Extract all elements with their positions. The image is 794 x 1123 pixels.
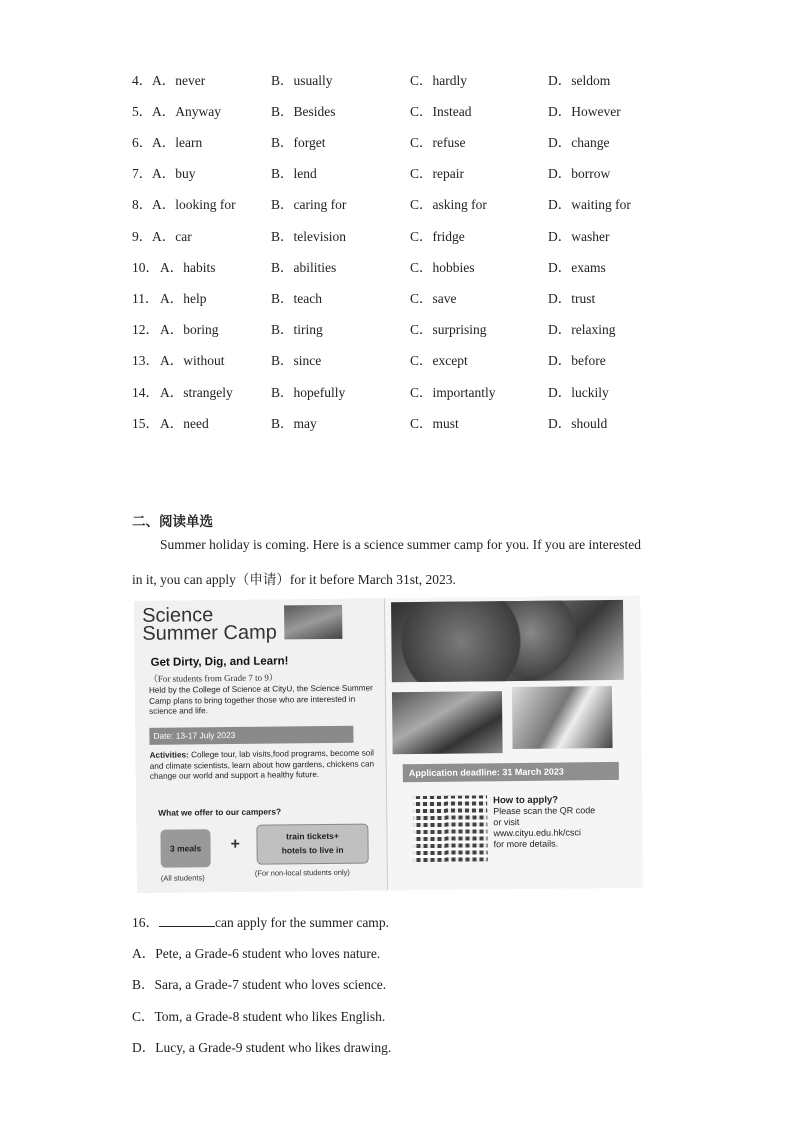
option-b: B．tiring	[271, 322, 323, 337]
option-d: D．luckily	[548, 385, 609, 400]
poster-description: Held by the College of Science at CityU, the Science Summer Camp plans to bring together those who are interested in science and life.	[148, 683, 373, 716]
option-c: C．Instead	[410, 104, 472, 119]
all-students-note: (All students)	[160, 873, 205, 883]
option-c: C．hobbies	[410, 260, 475, 275]
option-a: A．help	[160, 291, 207, 306]
option-c: C．asking for	[410, 197, 487, 212]
option-a: A．strangely	[160, 385, 233, 400]
option-c: C．importantly	[410, 385, 496, 400]
option-number: 7．	[132, 166, 153, 181]
option-a: A．need	[160, 416, 209, 431]
lab-photo	[512, 686, 613, 749]
tickets-box	[256, 824, 368, 865]
deadline-banner: Application deadline: 31 March 2023	[403, 762, 619, 782]
option-b: B．usually	[271, 73, 333, 88]
option-b: B．hopefully	[271, 385, 346, 400]
option-number: 4．	[132, 73, 153, 88]
option-a: A．looking for	[152, 197, 236, 212]
option-a: A．boring	[160, 322, 219, 337]
option-c: C．fridge	[410, 229, 465, 244]
section-title: 二、阅读单选	[132, 514, 213, 530]
poster-right-panel	[384, 596, 643, 891]
option-number: 12．	[132, 322, 159, 337]
option-number: 5．	[132, 104, 153, 119]
how-to-apply	[493, 794, 634, 850]
option-d: D．waiting for	[548, 197, 631, 212]
howto-line4: for more details.	[493, 838, 559, 850]
tickets-line2: hotels to live in	[281, 844, 344, 856]
plus-sign: +	[230, 835, 240, 854]
option-b: B．caring for	[271, 197, 347, 212]
option-c: C．surprising	[410, 322, 487, 337]
option-a: A．without	[160, 353, 225, 368]
qr-code-icon	[413, 795, 488, 862]
option-d: D．should	[548, 416, 608, 431]
option-d: D．seldom	[548, 73, 611, 88]
non-local-note: (For non-local students only)	[254, 867, 350, 878]
option-d: D．borrow	[548, 166, 611, 181]
option-number: 9．	[132, 229, 153, 244]
option-d: D．trust	[548, 291, 596, 306]
question-16-stem	[132, 911, 389, 931]
option-c: C．save	[410, 291, 457, 306]
meals-box: 3 meals	[160, 829, 210, 868]
answer-blank	[159, 913, 215, 927]
howto-line1: Please scan the QR code	[493, 805, 596, 817]
campers-photo	[391, 600, 624, 682]
tickets-line1: train tickets+	[286, 830, 339, 842]
poster-tagline: Get Dirty, Dig, and Learn!	[150, 655, 289, 669]
option-c: C．except	[410, 353, 468, 368]
poster-date: Date: 13-17 July 2023	[149, 726, 353, 745]
poster-activities	[150, 748, 380, 782]
howto-heading: How to apply?	[493, 794, 559, 807]
option-b: B．Besides	[271, 104, 336, 119]
option-number: 10．	[132, 260, 159, 275]
question-option-b: B．Sara, a Grade-7 student who loves science.	[132, 977, 387, 992]
poster-grade: （For students from Grade 7 to 9）	[148, 672, 278, 684]
option-a: A．learn	[152, 135, 203, 150]
option-b: B．may	[271, 416, 317, 431]
question-option-a: A．Pete, a Grade-6 student who loves nature.	[132, 946, 381, 961]
option-number: 8．	[132, 197, 153, 212]
option-c: C．refuse	[410, 135, 466, 150]
option-d: D．before	[548, 353, 606, 368]
option-number: 15．	[132, 416, 159, 431]
option-b: B．since	[271, 353, 322, 368]
poster-title-line1: Science	[142, 604, 214, 627]
poster-offer-heading: What we offer to our campers?	[158, 806, 282, 818]
option-number: 14．	[132, 385, 159, 400]
option-a: A．never	[152, 73, 206, 88]
option-c: C．hardly	[410, 73, 467, 88]
option-b: B．forget	[271, 135, 326, 150]
option-a: A．buy	[152, 166, 196, 181]
option-number: 6．	[132, 135, 153, 150]
question-option-c: C．Tom, a Grade-8 student who likes English.	[132, 1009, 386, 1024]
option-number: 11．	[132, 291, 159, 306]
poster-title	[142, 605, 342, 643]
howto-url: www.cityu.edu.hk/csci	[493, 827, 582, 839]
option-a: A．Anyway	[152, 104, 221, 119]
question-option-d: D．Lucy, a Grade-9 student who likes drawing.	[132, 1040, 392, 1055]
option-b: B．abilities	[271, 260, 337, 275]
activities-label: Activities:	[149, 750, 189, 760]
option-c: C．must	[410, 416, 459, 431]
option-number: 13．	[132, 353, 159, 368]
intro-paragraph-line2: in it, you can apply（申请）for it before March 31st, 2023.	[132, 572, 456, 587]
option-c: C．repair	[410, 166, 464, 181]
question-text: can apply for the summer camp.	[215, 915, 389, 930]
option-a: A．habits	[160, 260, 216, 275]
question-number: 16．	[132, 915, 159, 930]
summer-camp-poster	[134, 596, 643, 893]
option-d: D．However	[548, 104, 621, 119]
option-d: D．relaxing	[548, 322, 616, 337]
option-a: A．car	[152, 229, 192, 244]
howto-line2: or visit	[493, 816, 520, 828]
option-b: B．teach	[271, 291, 322, 306]
activities-text: College tour, lab visits,food programs, become soil and climate scientists, learn about how gardens, chickens can change our world and support a healthy future.	[149, 748, 375, 781]
option-d: D．exams	[548, 260, 606, 275]
intro-paragraph-line1: Summer holiday is coming. Here is a science summer camp for you. If you are interested	[160, 537, 641, 552]
poster-title-line2: Summer Camp	[142, 621, 277, 645]
option-b: B．television	[271, 229, 346, 244]
option-d: D．washer	[548, 229, 610, 244]
outdoor-photo	[392, 691, 503, 754]
option-b: B．lend	[271, 166, 317, 181]
poster-left-panel	[134, 598, 387, 893]
option-d: D．change	[548, 135, 610, 150]
